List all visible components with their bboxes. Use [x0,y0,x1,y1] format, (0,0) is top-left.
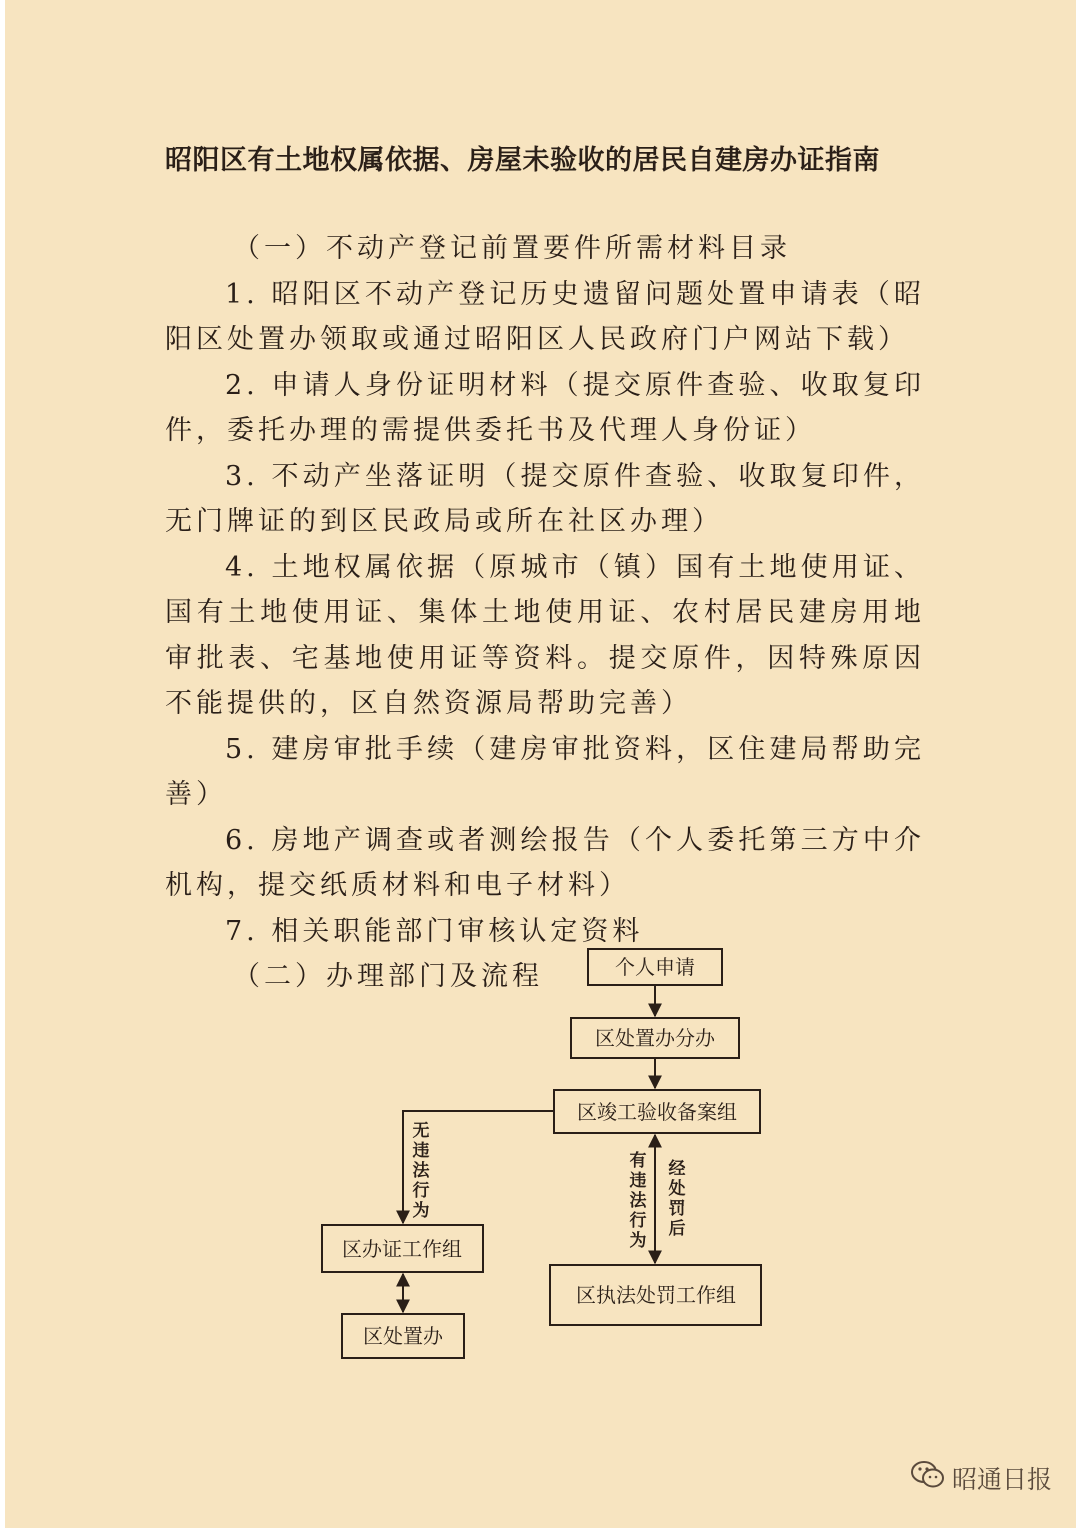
list-item: 3. 不动产坐落证明（提交原件查验、收取复印件，无门牌证的到区民政局或所在社区办理） [165,460,925,537]
list-item: 4. 土地权属依据（原城市（镇）国有土地使用证、国有土地使用证、集体土地使用证、农村居民建房用地审批表、宅基地使用证等资料。提交原件，因特殊原因不能提供的，区自然资源局帮助完善） [165,551,925,719]
section-heading-process: （二）办理部门及流程 [233,961,543,992]
node-certificate-label: 区办证工作组 [342,1237,462,1261]
list-item: 2. 申请人身份证明材料（提交原件查验、收取复印件，委托办理的需提供委托书及代理人身份证） [165,369,925,446]
list-item: 1. 昭阳区不动产登记历史遗留问题处置申请表（昭阳区处置办领取或通过昭阳区人民政府门户网站下载） [165,278,925,355]
watermark-text: 昭通日报 [951,1465,1052,1494]
list-item: 5. 建房审批手续（建房审批资料，区住建局帮助完善） [165,733,925,810]
list-item: 7. 相关职能部门审核认定资料 [225,915,644,947]
node-enforcement-label: 区执法处罚工作组 [576,1283,736,1307]
section-heading-materials: （一）不动产登记前置要件所需材料目录 [233,233,791,264]
node-acceptance-label: 区竣工验收备案组 [577,1100,737,1124]
edge-label-no-violation: 无违法行为 [412,1121,430,1221]
document-title: 昭阳区有土地权属依据、房屋未验收的居民自建房办证指南 [165,145,880,176]
node-disposal-office-label: 区处置办 [363,1324,443,1348]
list-item: 6. 房地产调查或者测绘报告（个人委托第三方中介机构，提交纸质材料和电子材料） [165,824,925,901]
node-apply-label: 个人申请 [615,955,695,979]
wechat-icon [910,1460,946,1496]
node-dispatch-label: 区处置办分办 [595,1026,715,1050]
edge-label-after-penalty: 经处罚后 [668,1159,686,1239]
watermark [910,1460,1052,1496]
edge-label-has-violation: 有违法行为 [629,1151,647,1251]
